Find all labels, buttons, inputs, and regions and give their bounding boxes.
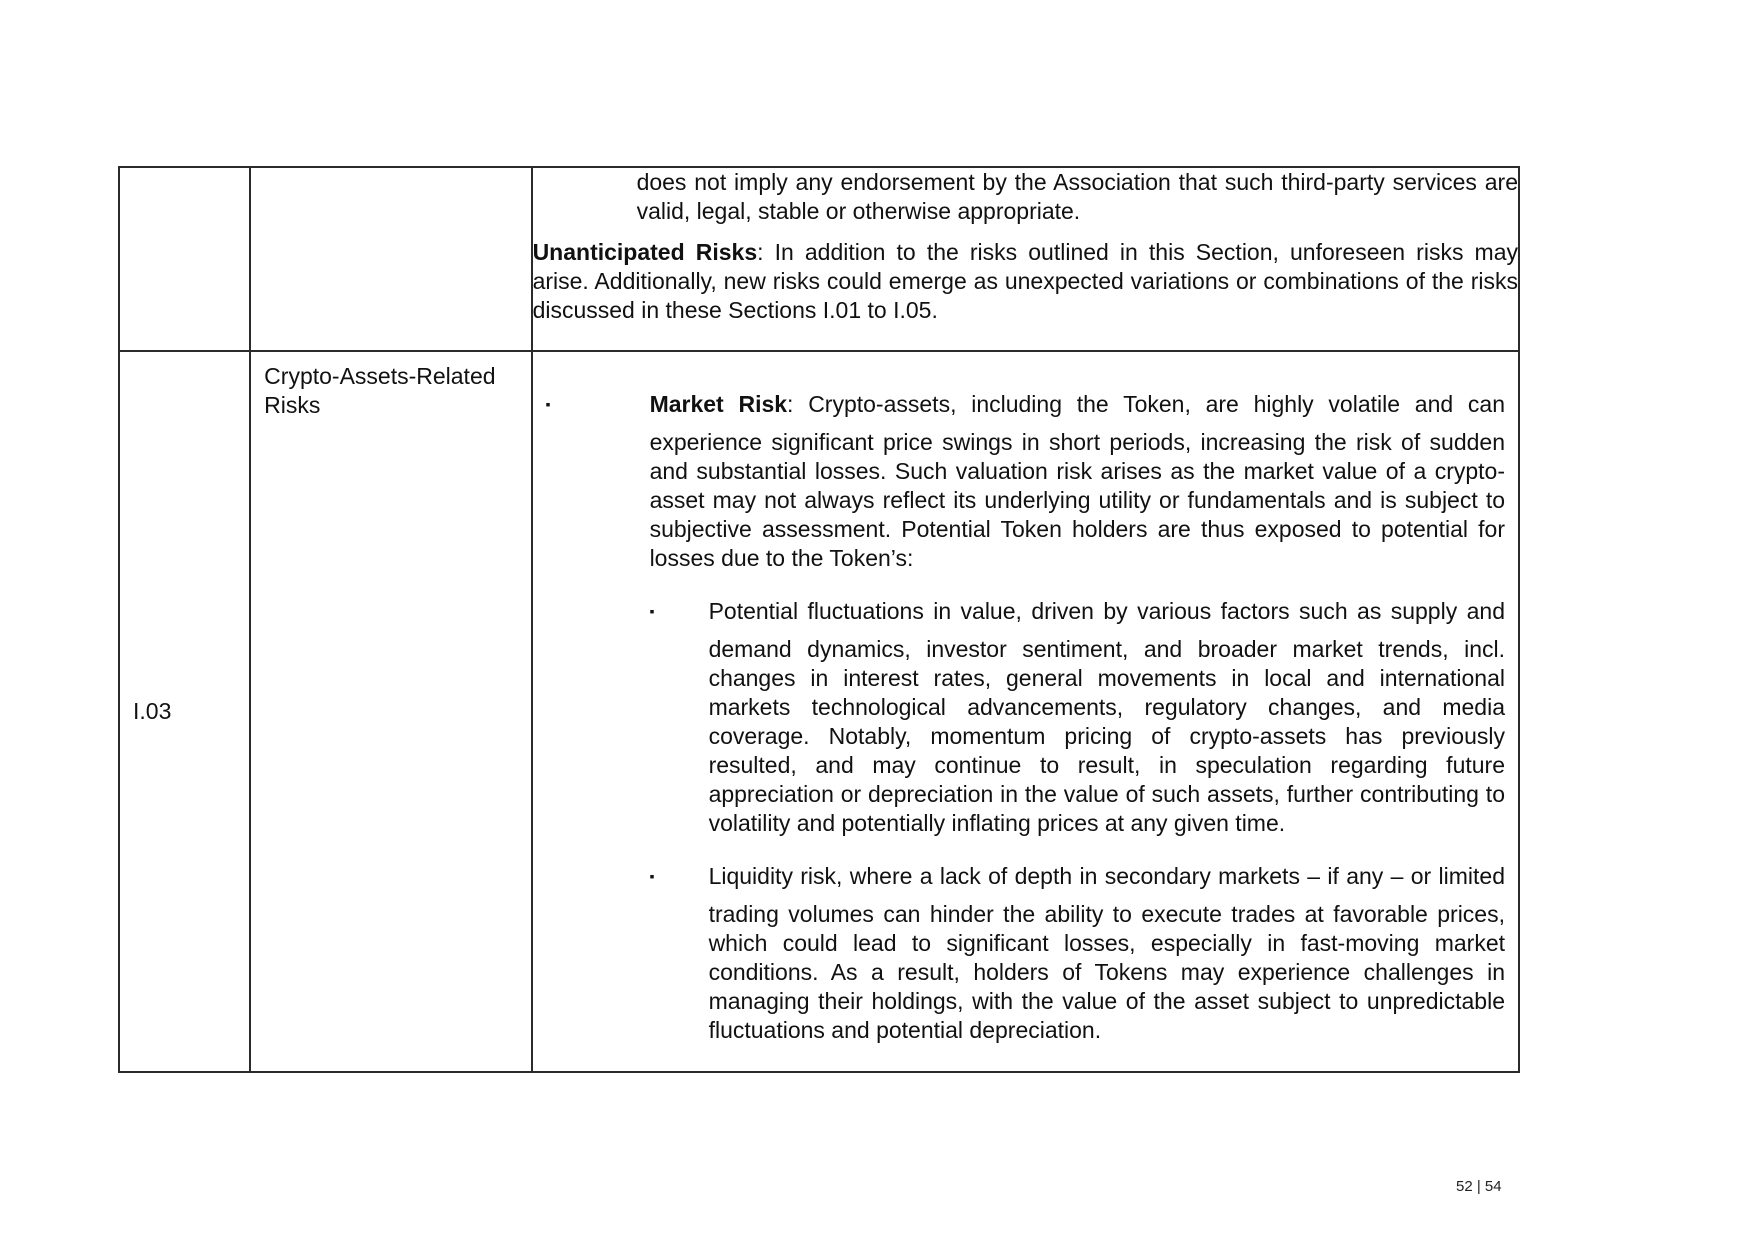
list-item-first-line: Liquidity risk, where a lack of depth in secondary markets – if any – or limited	[708, 863, 1505, 889]
section-id-cell	[119, 351, 250, 1072]
list-item-text: trading volumes can hinder the ability to execute trades at favorable prices, which could lead to significant losses, especially in fast-moving market conditions. As a result, holders of Tokens may experience challenges in managing their holdings, with the value of the asset subject to unpredictable fluctuations and potential depreciation.	[708, 901, 1505, 1043]
list-item	[650, 597, 1505, 838]
unanticipated-risks-paragraph	[533, 238, 1518, 325]
bullet-icon: ▪	[649, 603, 655, 619]
market-risk-first-line	[650, 390, 1505, 419]
table-row	[119, 351, 1519, 1072]
list-item-text: demand dynamics, investor sentiment, and broader market trends, incl. changes in interest rates, general movements in local and international markets technological advancements, regulatory changes, and media coverage. Notably, momentum pricing of crypto-assets has previously resulted, and may continue to result, in speculation regarding future appreciation or depreciation in the value of such assets, further contributing to volatility and potentially inflating prices at any given time.	[708, 636, 1505, 836]
unanticipated-risks-text: : In addition to the risks outlined in this Section, unforeseen risks may arise. Additionally, new risks could emerge as unexpected variations or combinations of the risks discussed in these Sections I.01 to I.05.	[532, 239, 1518, 323]
table-row	[119, 167, 1519, 351]
bullet-icon: ▪	[545, 396, 551, 412]
section-title-cell	[250, 167, 531, 351]
section-id: I.03	[133, 698, 172, 724]
section-body-cell	[532, 351, 1519, 1072]
page-number: 52 | 54	[1456, 1178, 1502, 1195]
market-risk-label: Market Risk	[649, 391, 788, 417]
sub-bullet-list	[650, 597, 1505, 1045]
continuation-paragraph: does not imply any endorsement by the Association that such third-party services are valid, legal, stable or otherwise appropriate.	[636, 169, 1518, 224]
list-item-first-line: Potential fluctuations in value, driven by various factors such as supply and	[708, 598, 1505, 624]
list-item	[650, 862, 1505, 1045]
market-risk-lead: : Crypto-assets, including the Token, are highly volatile and can	[787, 391, 1505, 417]
section-title-cell	[250, 351, 531, 1072]
risk-table	[118, 166, 1520, 1073]
bullet-icon: ▪	[649, 868, 655, 884]
market-risk-text: experience significant price swings in short periods, increasing the risk of sudden and substantial losses. Such valuation risk arises as the market value of a crypto-asset may not always reflect its underlying utility or fundamentals and is subject to subjective assessment. Potential Token holders are thus exposed to potential for losses due to the Token’s:	[649, 429, 1505, 571]
section-title: Crypto-Assets-Related Risks	[264, 363, 496, 418]
unanticipated-risks-label: Unanticipated Risks	[532, 239, 758, 265]
section-id-cell	[119, 167, 250, 351]
market-risk-item	[546, 390, 1505, 1045]
section-body-cell	[532, 167, 1519, 351]
